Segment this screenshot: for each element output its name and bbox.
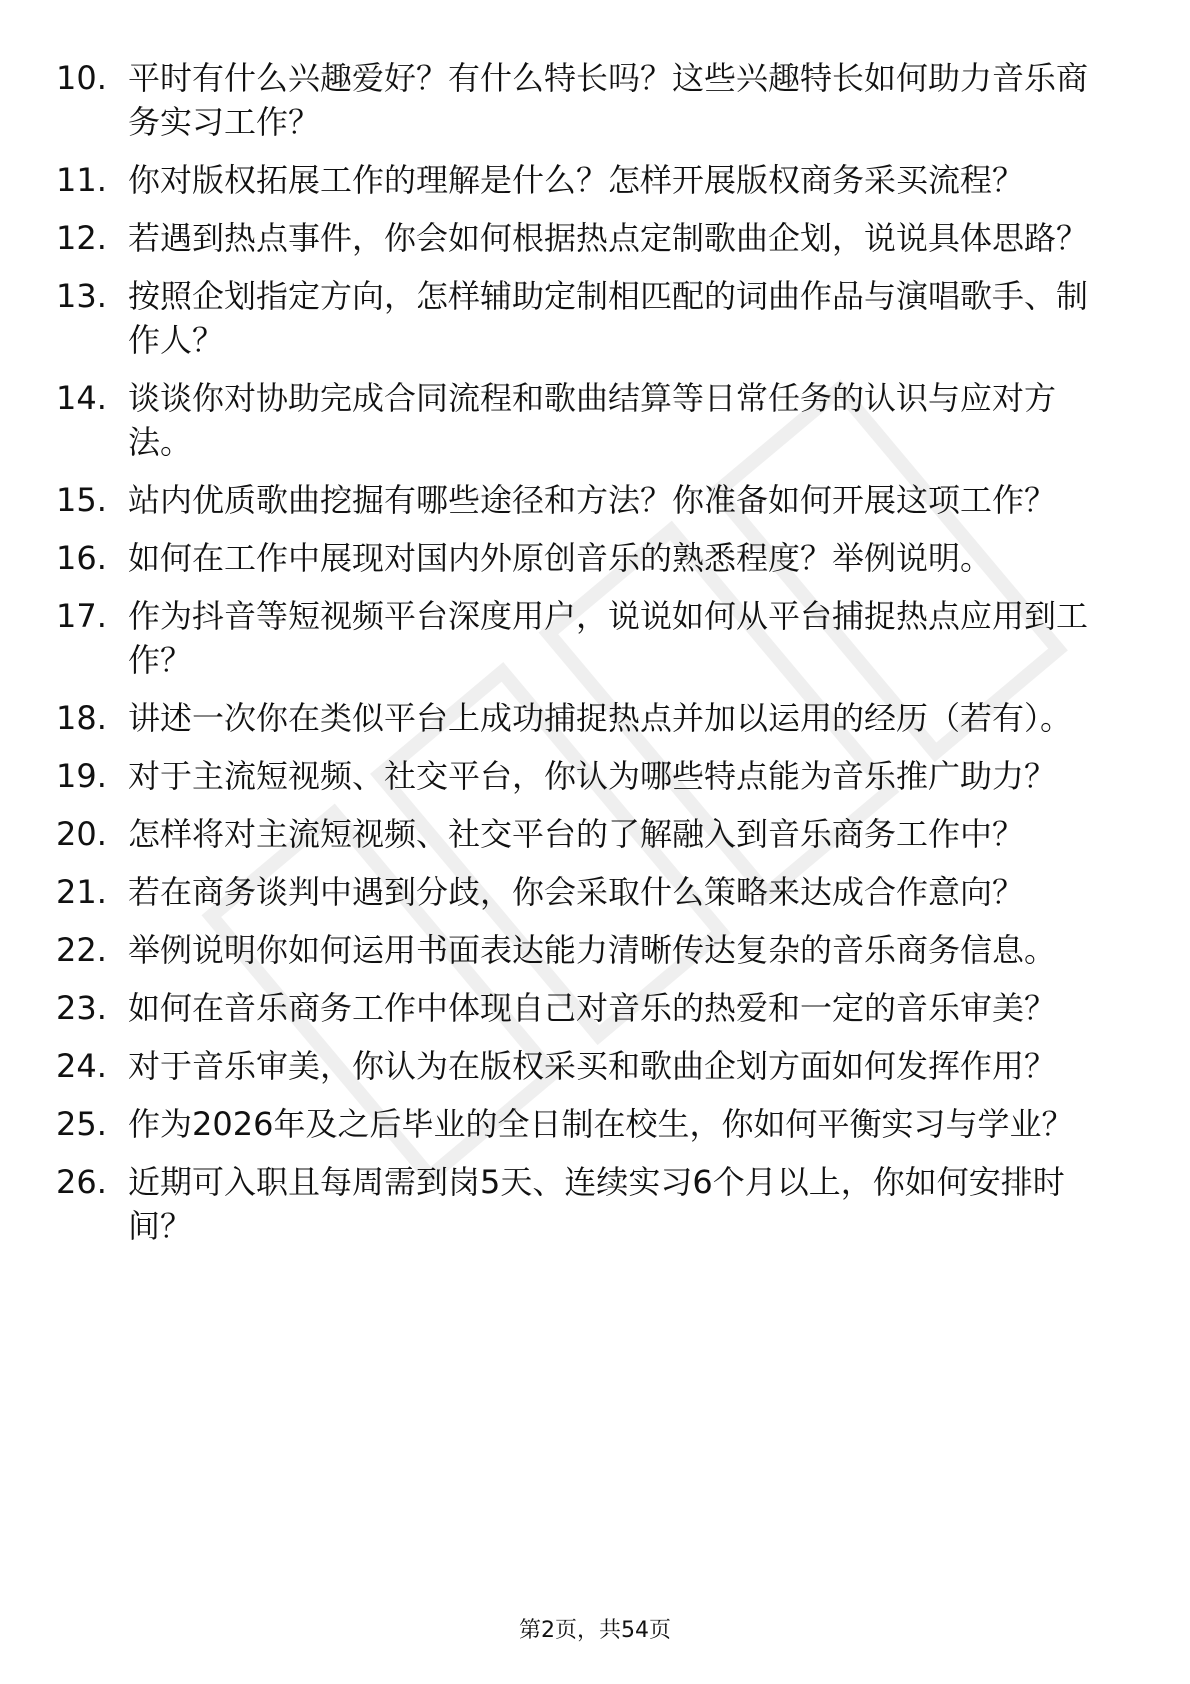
question-number: 26. [56,1163,107,1201]
question-number: 14. [56,379,107,417]
list-item [0,478,1190,522]
question-list [0,56,1190,1262]
question-text: 讲述一次你在类似平台上成功捕捉热点并加以运用的经历（若有）。 [128,699,1073,737]
list-item [0,754,1190,798]
list-item [0,216,1190,260]
list-item [0,696,1190,740]
question-number: 25. [56,1105,107,1143]
question-number: 12. [56,219,107,257]
question-text: 平时有什么兴趣爱好？有什么特长吗？这些兴趣特长如何助力音乐商务实习工作？ [128,59,1089,141]
list-item [0,870,1190,914]
question-number: 15. [56,481,107,519]
page-number: 第2页，共54页 [519,1618,671,1643]
question-number: 17. [56,597,107,635]
list-item [0,812,1190,856]
question-number: 13. [56,277,107,315]
list-item [0,928,1190,972]
question-text: 作为2026年及之后毕业的全日制在校生，你如何平衡实习与学业？ [128,1105,1074,1143]
question-number: 23. [56,989,107,1027]
question-text: 如何在工作中展现对国内外原创音乐的熟悉程度？举例说明。 [128,539,993,577]
question-number: 20. [56,815,107,853]
question-number: 16. [56,539,107,577]
list-item [0,274,1190,362]
question-text: 对于主流短视频、社交平台，你认为哪些特点能为音乐推广助力？ [128,757,1057,795]
question-text: 谈谈你对协助完成合同流程和歌曲结算等日常任务的认识与应对方法。 [128,379,1057,461]
question-text: 按照企划指定方向，怎样辅助定制相匹配的词曲作品与演唱歌手、制作人？ [128,277,1089,359]
question-number: 18. [56,699,107,737]
list-item [0,1102,1190,1146]
list-item [0,986,1190,1030]
list-item [0,56,1190,144]
question-text: 举例说明你如何运用书面表达能力清晰传达复杂的音乐商务信息。 [128,931,1057,969]
question-number: 22. [56,931,107,969]
question-text: 对于音乐审美，你认为在版权采买和歌曲企划方面如何发挥作用？ [128,1047,1057,1085]
question-text: 怎样将对主流短视频、社交平台的了解融入到音乐商务工作中？ [128,815,1025,853]
list-item [0,1044,1190,1088]
question-number: 10. [56,59,107,97]
question-number: 21. [56,873,107,911]
question-text: 若遇到热点事件，你会如何根据热点定制歌曲企划，说说具体思路？ [128,219,1089,257]
question-text: 近期可入职且每周需到岗5天、连续实习6个月以上，你如何安排时间？ [128,1163,1065,1245]
list-item [0,158,1190,202]
list-item [0,594,1190,682]
list-item [0,1160,1190,1248]
list-item [0,536,1190,580]
question-number: 11. [56,161,107,199]
question-text: 站内优质歌曲挖掘有哪些途径和方法？你准备如何开展这项工作？ [128,481,1057,519]
question-text: 如何在音乐商务工作中体现自己对音乐的热爱和一定的音乐审美？ [128,989,1057,1027]
question-number: 24. [56,1047,107,1085]
question-number: 19. [56,757,107,795]
list-item [0,376,1190,464]
question-text: 若在商务谈判中遇到分歧，你会采取什么策略来达成合作意向？ [128,873,1025,911]
question-text: 你对版权拓展工作的理解是什么？怎样开展版权商务采买流程？ [128,161,1025,199]
question-text: 作为抖音等短视频平台深度用户，说说如何从平台捕捉热点应用到工作？ [128,597,1089,679]
